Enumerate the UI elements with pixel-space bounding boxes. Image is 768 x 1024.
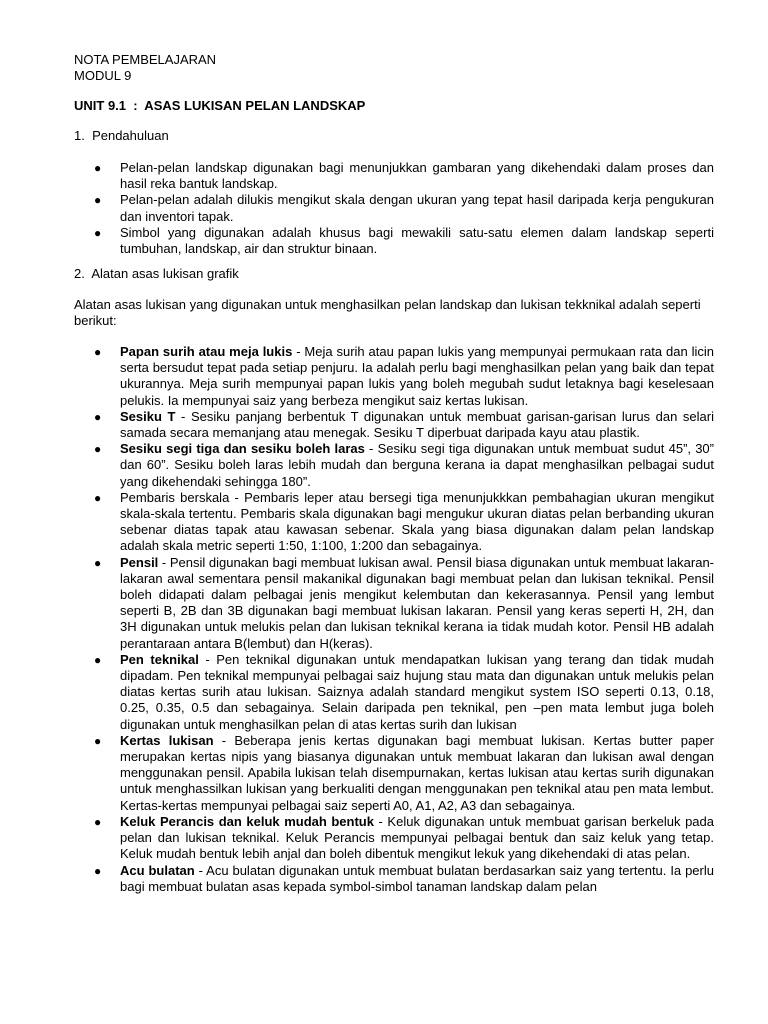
header-line-1: NOTA PEMBELAJARAN (74, 52, 217, 67)
item-description: - Sesiku segi tiga digunakan untuk membuat sudut 45”, 30” dan 60”. Sesiku boleh laras lebih mudah dan berguna kerana ia dapat menghasilkan pelbagai sudut yang dikehendaki sehingga 180”. (120, 441, 714, 489)
list-item (74, 490, 714, 555)
list-item-text: Simbol yang digunakan adalah khusus bagi mewakili satu-satu elemen dalam landskap seperti tumbuhan, landskap, air dan struktur binaan. (120, 224, 714, 257)
section-1-bullet-list (74, 160, 714, 257)
section-2-intro: Alatan asas lukisan yang digunakan untuk menghasilkan pelan landskap dan lukisan tekknikal adalah seperti berikut: (74, 297, 701, 329)
item-description: - Keluk digunakan untuk membuat garisan berkeluk pada pelan dan lukisan teknikal. Keluk Perancis mempunyai pelbagai bentuk dan saiz keluk yang tetap. Keluk mudah bentuk lebih anjal dan boleh dibentuk mengikut lekuk yang dikehendaki di atas pelan. (120, 813, 714, 862)
list-item (74, 441, 714, 490)
item-term: Keluk Perancis dan keluk mudah bentuk (120, 813, 374, 829)
item-term: Pen teknikal (120, 651, 199, 667)
item-term: Sesiku segi tiga dan sesiku boleh laras (120, 441, 365, 457)
item-description: - Beberapa jenis kertas digunakan bagi membuat lukisan. Kertas butter paper merupakan kertas nipis yang biasanya digunakan untuk membuat lakaran dan lukisan awal dengan menggunakan pensil. Apabila lukisan telah disempurnakan, kertas lukisan atau kertas surih digunakan untuk menghassilkan lukisan yang berkualiti dengan menggunakan pen teknikal atau pen mata lembut. Kertas-kertas mempunyai pelbagai saiz seperti A0, A1, A2, A3 dan sebagainya. (120, 732, 715, 813)
list-item-text: Pelan-pelan adalah dilukis mengikut skala dengan ukuran yang tepat hasil daripada kerja pengukuran dan inventori tapak. (120, 192, 714, 224)
item-description: - Acu bulatan digunakan untuk membuat bulatan berdasarkan saiz yang tertentu. Ia perlu bagi membuat bulatan asas kepada symbol-simbol tanaman landskap dalam pelan (120, 862, 714, 894)
list-item (74, 555, 714, 652)
list-item (74, 814, 714, 863)
item-term: Papan surih atau meja lukis (120, 344, 293, 359)
list-item-text: Pelan-pelan landskap digunakan bagi menunjukkan gambaran yang dikehendaki dalam proses dan hasil reka bantuk landskap. (120, 160, 714, 192)
list-item (74, 160, 714, 192)
list-item (74, 652, 714, 733)
item-term: Acu bulatan (120, 862, 195, 878)
list-item (74, 192, 714, 224)
list-item (74, 344, 714, 409)
tools-bullet-list (74, 344, 714, 895)
bullet-icon: ● (94, 814, 102, 829)
list-item (74, 733, 714, 814)
list-item (74, 863, 714, 895)
list-item (74, 409, 714, 441)
bullet-icon: ● (94, 733, 102, 748)
item-term: Pensil (120, 554, 159, 570)
bullet-icon: ● (94, 161, 102, 175)
section-2-heading: 2. Alatan asas lukisan grafik (74, 266, 239, 281)
unit-title: UNIT 9.1 : ASAS LUKISAN PELAN LANDSKAP (74, 98, 366, 113)
item-description: - Pen teknikal digunakan untuk mendapatkan lukisan yang terang dan tidak mudah dipadam. Pen teknikal mempunyai pelbagai saiz hujung stau mata dan digunakan untuk melukis pelan diatas kertas surih atau lukisan. Saiznya adalah standard mengikut system ISO seperti 0.13, 0.18, 0.25, 0.35, 0.5 dan sebagainya. Selain daripada pen teknikal, pen –pen mata lembut juga boleh digunakan untuk menghasilkan pelan di atas kertas surih dan lukisan (120, 651, 714, 732)
item-term: Sesiku T (120, 408, 176, 424)
bullet-icon: ● (94, 652, 102, 667)
item-description: - Pensil digunakan bagi membuat lukisan awal. Pensil biasa digunakan untuk membuat lakaran-lakaran awal sementara pensil makanikal digunakan bagi membuat pelan dan lukisan teknikal. Pensil boleh didapati dalam pelbagai jenis mengikut kelembutan dan kekerasannya. Pensil yang lembut seperti B, 2B dan 3B digunakan bagi membuat lukisan lakaran. Pensil yang keras seperti H, 2H, dan 3H digunakan untuk melukis pelan dan lukisan teknikal kerana ia tidak mudah kotor. Pensil HB adalah perantaraan antara B(lembut) dan H(keras). (120, 554, 715, 651)
item-description: - Sesiku panjang berbentuk T digunakan untuk membuat garisan-garisan lurus dan selari samada secara memanjang atau menegak. Sesiku T diperbuat daripada kayu atau plastik. (120, 408, 714, 441)
document-header (74, 52, 216, 84)
section-1-heading: 1. Pendahuluan (74, 128, 169, 143)
item-term: Kertas lukisan (120, 732, 214, 748)
list-item (74, 225, 714, 257)
item-description: - Meja surih atau papan lukis yang mempunyai permukaan rata dan licin serta bersudut tepat pada setiap penjuru. Ia adalah perlu bagi menghasilkan pelan yang baik dan tepat ukurannya. Meja surih mempunyai papan lukis yang boleh megubah sudut letaknya bagi keselesaan pelukis. Ia mempunyai saiz yang berbeza mengikut saiz kertas lukisan. (120, 344, 714, 408)
bullet-icon: ● (94, 863, 102, 878)
bullet-icon: ● (94, 193, 102, 208)
item-description: Pembaris berskala - Pembaris leper atau bersegi tiga menunjukkkan pembahagian ukuran mengikut skala-skala tertentu. Pembaris skala digunakan bagi mengukur ukuran diatas pelan berbanding ukuran sebenar diatas tapak atau kawasan sebenar. Skala yang biasa digunakan dalam pelan landskap adalah skala metric seperti 1:50, 1:100, 1:200 dan sebagainya. (120, 489, 714, 554)
bullet-icon: ● (94, 442, 102, 457)
bullet-icon: ● (94, 409, 102, 424)
bullet-icon: ● (94, 345, 102, 359)
header-line-2: MODUL 9 (74, 68, 132, 84)
bullet-icon: ● (94, 225, 102, 240)
bullet-icon: ● (94, 490, 102, 505)
bullet-icon: ● (94, 555, 102, 570)
